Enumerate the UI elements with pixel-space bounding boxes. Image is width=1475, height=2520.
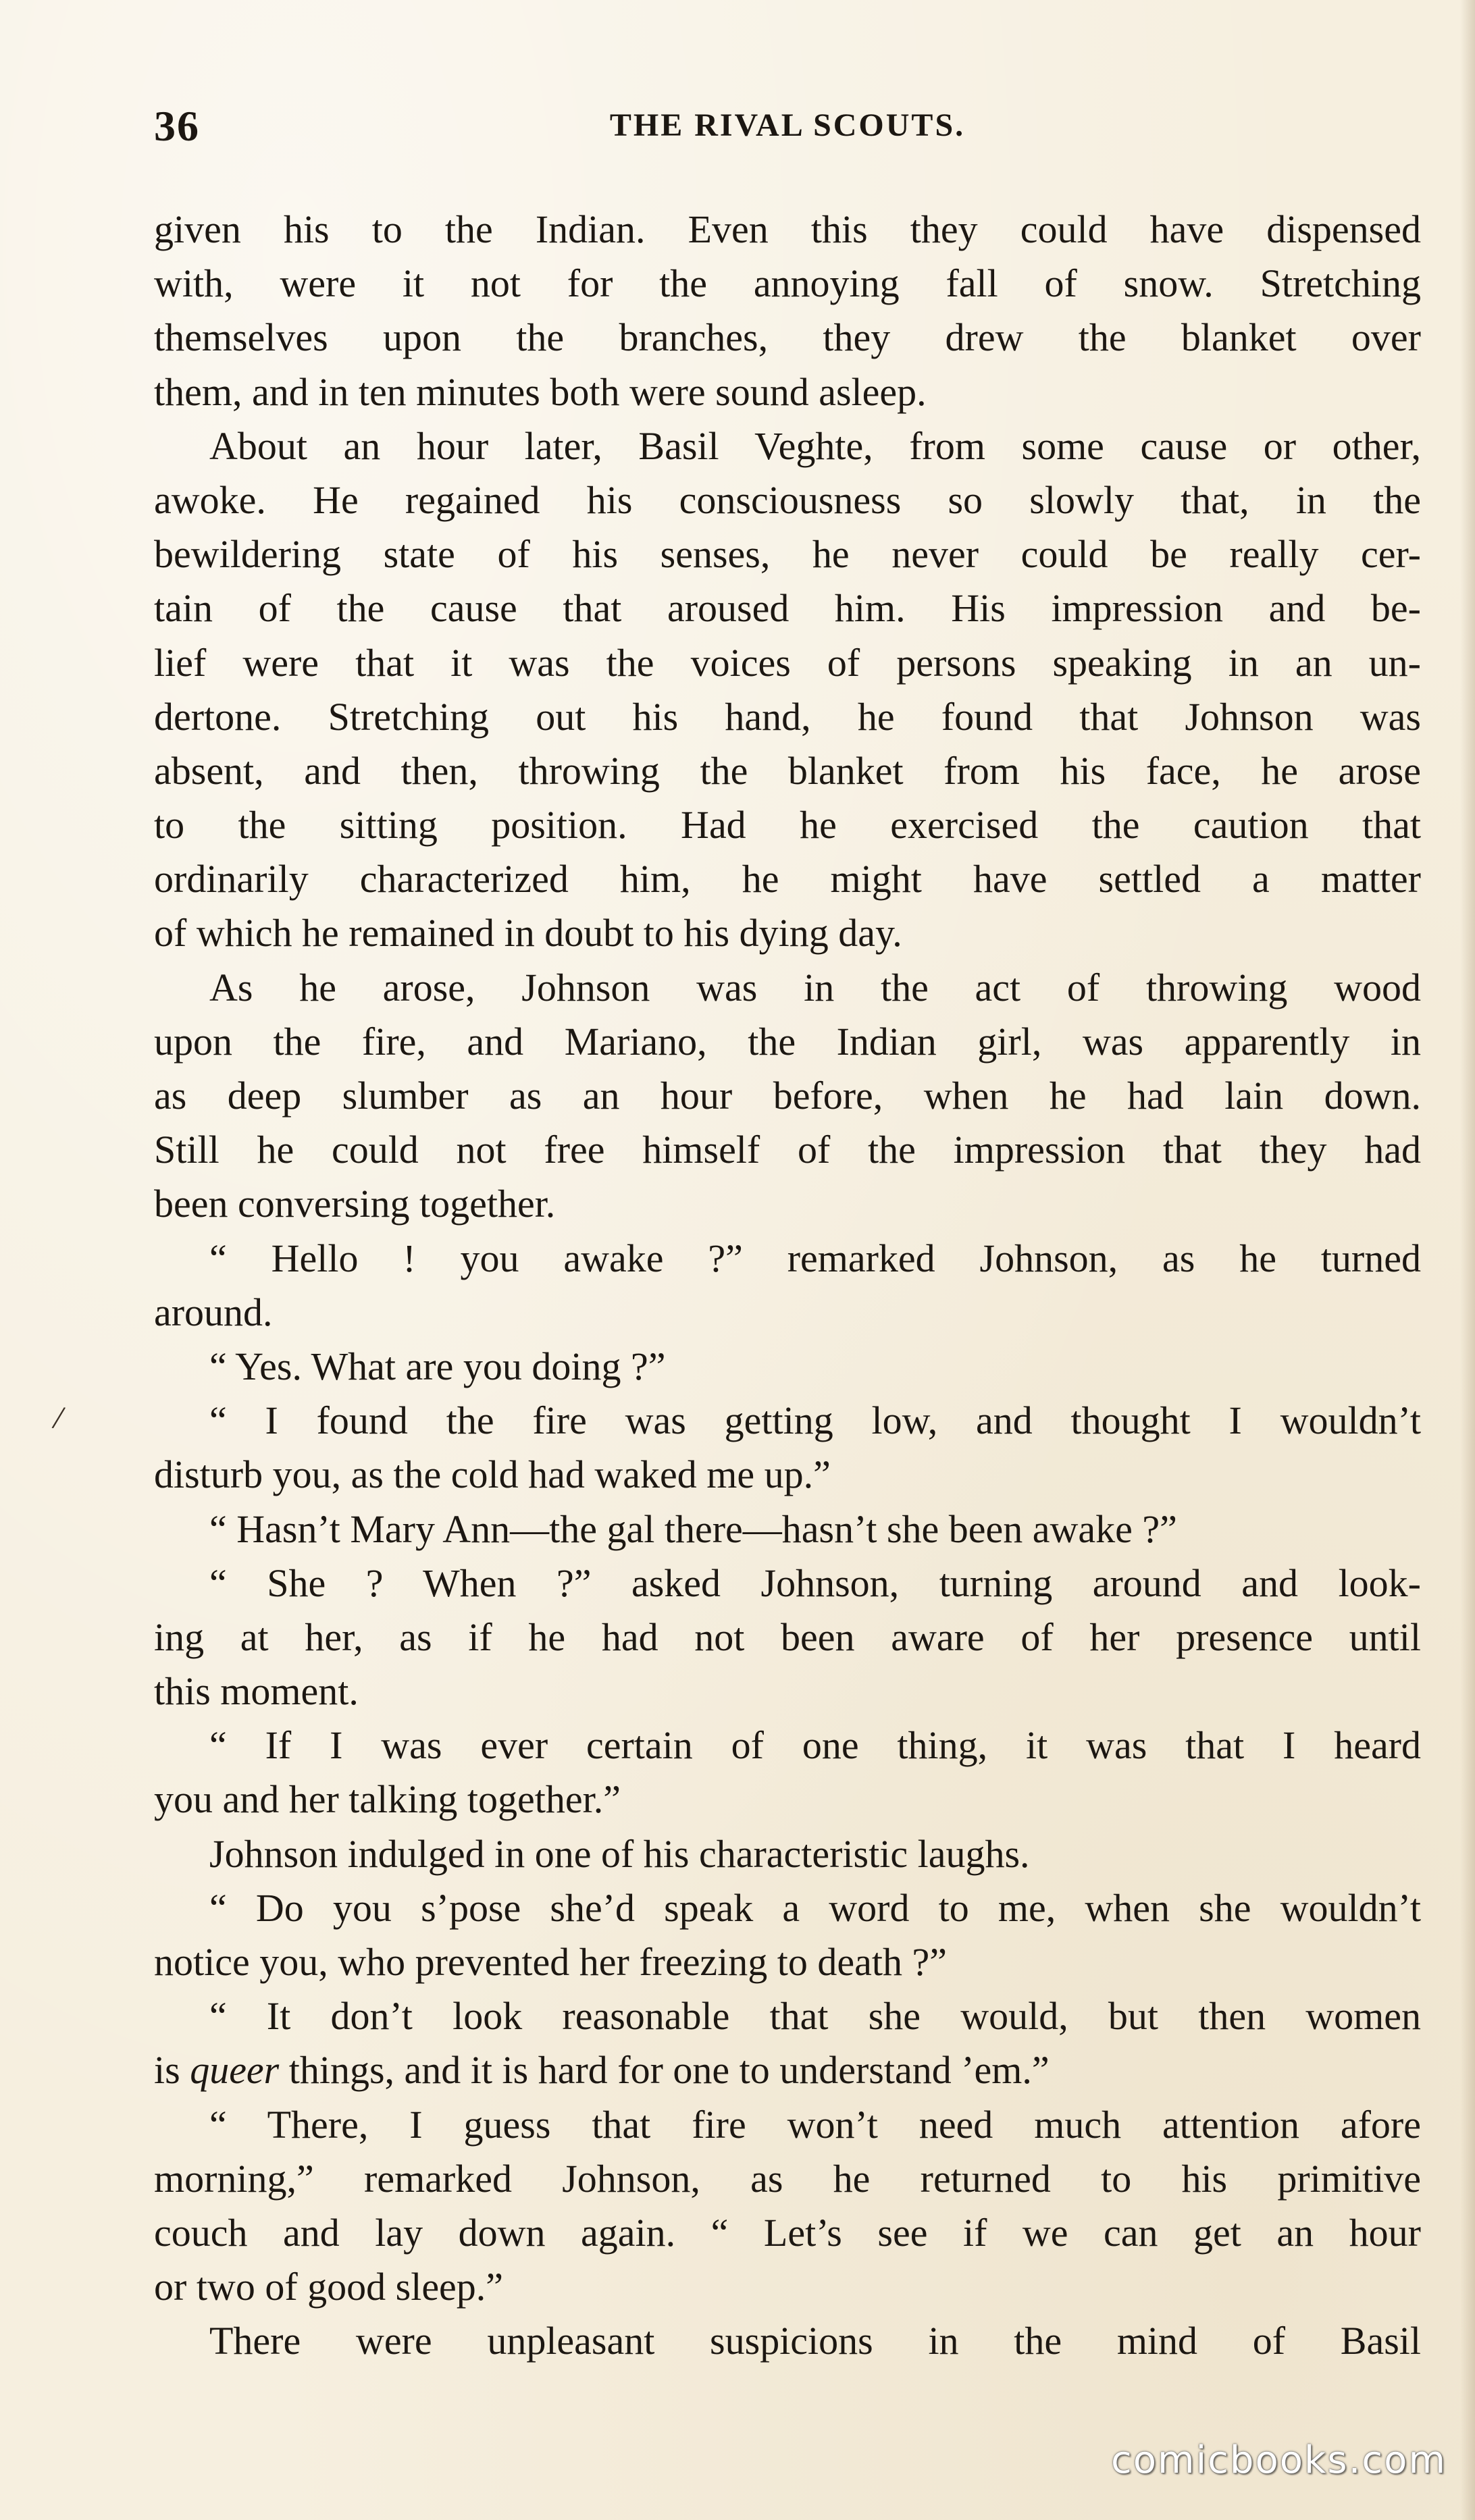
text-line: “ Hello ! you awake ?” remarked Johnson, as he turned (209, 1236, 1421, 1280)
text-line: “ Hasn’t Mary Ann—the gal there—hasn’t she been awake ?” (209, 1506, 1177, 1551)
page-edge-shadow (1460, 0, 1475, 2520)
text-line: “ Do you s’pose she’d speak a word to me, when she wouldn’t (209, 1885, 1421, 1930)
text-line: “ It don’t look reasonable that she would, but then women (209, 1994, 1421, 2039)
text-line: couch and lay down again. “ Let’s see if we can get an hour (154, 2210, 1421, 2255)
text-line: As he arose, Johnson was in the act of throwing wood (209, 965, 1421, 1009)
text-line: ordinarily characterized him, he might have settled a matter (154, 857, 1421, 901)
margin-mark: / (50, 1398, 68, 1437)
text-line: this moment. (154, 1669, 359, 1714)
text-line: absent, and then, throwing the blanket from his face, he arose (154, 748, 1421, 793)
text-line: ing at her, as if he had not been aware of her presence until (154, 1615, 1421, 1659)
text-line: upon the fire, and Mariano, the Indian girl, was apparently in (154, 1019, 1421, 1064)
text-line: awoke. He regained his consciousness so slowly that, in the (154, 477, 1421, 522)
text-line: “ If I was ever certain of one thing, it was that I heard (209, 1723, 1421, 1768)
text-line: of which he remained in doubt to his dying day. (154, 911, 902, 955)
text-line: “ I found the fire was getting low, and thought I wouldn’t (209, 1398, 1421, 1443)
text-line: is queer things, and it is hard for one to understand ’em.” (154, 2048, 1050, 2093)
text-line: lief were that it was the voices of persons speaking in an un- (154, 640, 1421, 685)
text-line: you and her talking together.” (154, 1777, 621, 1822)
text-line: dertone. Stretching out his hand, he found that Johnson was (154, 694, 1421, 739)
text-line: Still he could not free himself of the impression that they had (154, 1128, 1421, 1172)
body-text (154, 203, 1421, 2369)
text-line: them, and in ten minutes both were sound asleep. (154, 369, 927, 414)
text-line: around. (154, 1290, 273, 1334)
text-line: morning,” remarked Johnson, as he returned to his primitive (154, 2156, 1421, 2201)
text-line: tain of the cause that aroused him. His impression and be- (154, 586, 1421, 631)
italic-word: queer (190, 2048, 280, 2093)
text-line: There were unpleasant suspicions in the mind of Basil (209, 2319, 1421, 2363)
text-line: notice you, who prevented her freezing to death ?” (154, 1940, 947, 1984)
text-line: “ Yes. What are you doing ?” (209, 1344, 666, 1388)
running-title: THE RIVAL SCOUTS. (609, 107, 966, 143)
text-line: with, were it not for the annoying fall of snow. Stretching (154, 261, 1421, 306)
text-line: to the sitting position. Had he exercised the caution that (154, 803, 1421, 847)
text-line: themselves upon the branches, they drew the blanket over (154, 315, 1421, 360)
text-line: been conversing together. (154, 1182, 556, 1226)
text-line: bewildering state of his senses, he never could be really cer- (154, 532, 1421, 577)
text-line: or two of good sleep.” (154, 2265, 504, 2309)
text-line: disturb you, as the cold had waked me up.” (154, 1452, 831, 1497)
text-line: “ There, I guess that fire won’t need much attention afore (209, 2102, 1421, 2147)
watermark: comicbooks.com (1110, 2438, 1447, 2482)
text-line: About an hour later, Basil Veghte, from some cause or other, (209, 423, 1421, 468)
text-line: “ She ? When ?” asked Johnson, turning around and look- (209, 1560, 1421, 1605)
running-head (154, 101, 1421, 155)
text-line: as deep slumber as an hour before, when he had lain down. (154, 1074, 1421, 1118)
page-number: 36 (154, 102, 200, 150)
text-line: given his to the Indian. Even this they could have dispensed (154, 207, 1421, 251)
text-line: Johnson indulged in one of his characteristic laughs. (209, 1831, 1030, 1876)
